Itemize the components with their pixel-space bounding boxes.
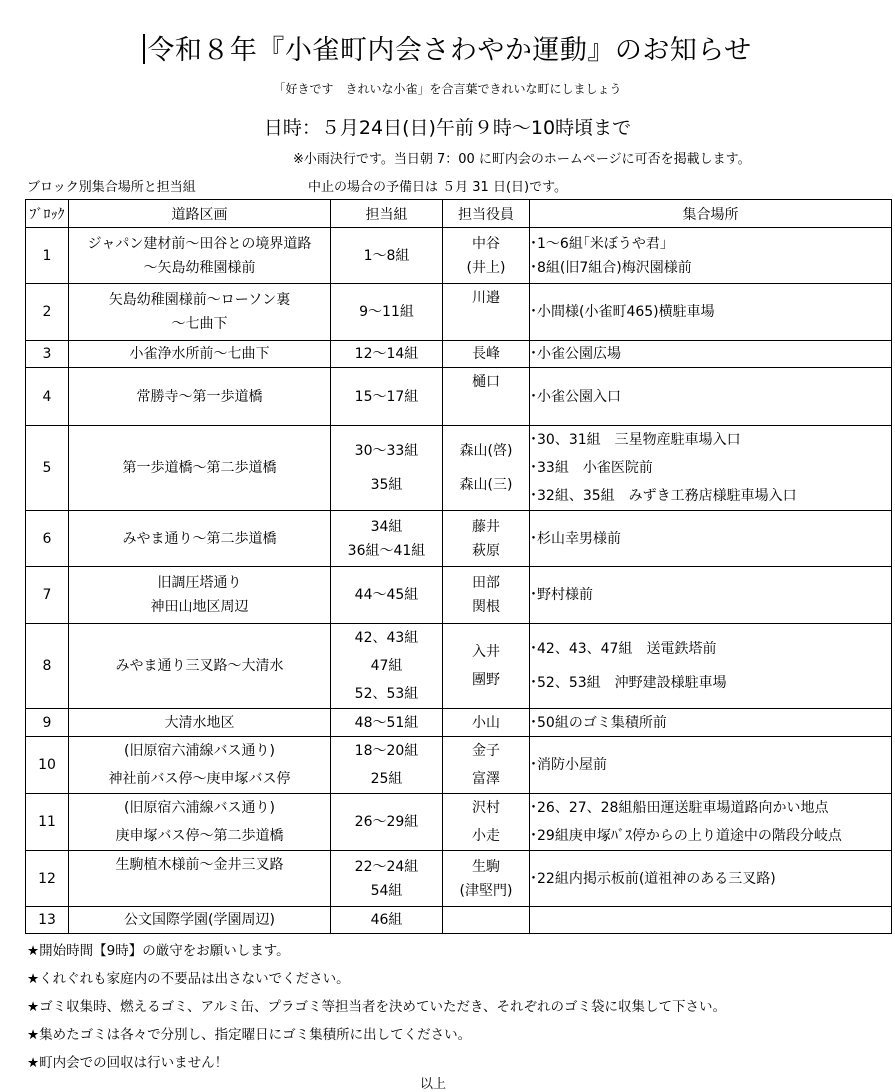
meeting-place: ･30、31組 三星物産駐車場入口 ･33組 小雀医院前 ･32組、35組 みずき工務店様駐車場入口 — [530, 426, 892, 511]
table-row — [26, 737, 892, 794]
block-number: 11 — [26, 794, 69, 851]
group-range: 30～33組 35組 — [331, 426, 443, 511]
officer: 入井 團野 — [443, 624, 530, 709]
block-number: 7 — [26, 567, 69, 624]
officer: 小山 — [443, 709, 530, 737]
table-row — [26, 567, 892, 624]
block-number: 4 — [26, 368, 69, 426]
road-section: 生駒植木様前～金井三叉路 — [69, 851, 331, 907]
meeting-place: ･小間様(小雀町465)横駐車場 — [530, 284, 892, 341]
block-number: 5 — [26, 426, 69, 511]
note-item: ★集めたゴミは各々で分別し、指定曜日にゴミ集積所に出してください。 — [27, 1027, 472, 1043]
block-number: 12 — [26, 851, 69, 907]
road-section: ジャパン建材前～田谷との境界道路 ～矢島幼稚園様前 — [69, 228, 331, 284]
table-row — [26, 907, 892, 934]
officer: 金子 富澤 — [443, 737, 530, 794]
officer: 中谷 (井上) — [443, 228, 530, 284]
group-range: 1～8組 — [331, 228, 443, 284]
meeting-place: ･1～6組｢米ぼうや君｣ ･8組(旧7組合)梅沢園様前 — [530, 228, 892, 284]
officer: 長峰 — [443, 341, 530, 368]
notes-list — [27, 937, 726, 1077]
table-row — [26, 794, 892, 851]
meeting-place: ･小雀公園広場 — [530, 341, 892, 368]
note-item: ★くれぐれも家庭内の不要品は出さないでください。 — [27, 971, 350, 987]
group-range: 46組 — [331, 907, 443, 934]
meeting-place: ･50組のゴミ集積所前 — [530, 709, 892, 737]
event-date: 日時：５月24日(日)午前９時～10時頃まで — [263, 117, 632, 139]
closing-mark: 以上 — [420, 1077, 447, 1092]
officer: 樋口 — [443, 368, 530, 426]
table-row — [26, 624, 892, 709]
block-number: 8 — [26, 624, 69, 709]
officer: 藤井 萩原 — [443, 511, 530, 567]
table-row — [26, 341, 892, 368]
group-range: 42、43組 47組 52、53組 — [331, 624, 443, 709]
group-range: 15～17組 — [331, 368, 443, 426]
meeting-place — [530, 907, 892, 934]
meeting-place: ･小雀公園入口 — [530, 368, 892, 426]
column-header-group: 担当組 — [331, 200, 443, 228]
meeting-place: ･26、27、28組船田運送駐車場道路向かい地点 ･29組庚申塚ﾊﾞｽ停からの上り道途中の階段分岐点 — [530, 794, 892, 851]
block-number: 13 — [26, 907, 69, 934]
road-section: みやま通り～第二歩道橋 — [69, 511, 331, 567]
meeting-place: ･22組内掲示板前(道祖神のある三叉路) — [530, 851, 892, 907]
officer: 森山(啓) 森山(三) — [443, 426, 530, 511]
table-header-row — [26, 200, 892, 228]
meeting-place: ･消防小屋前 — [530, 737, 892, 794]
table-row — [26, 709, 892, 737]
road-section: 旧調圧塔通り 神田山地区周辺 — [69, 567, 331, 624]
backup-date: 中止の場合の予備日は ５月 31 日(日)です。 — [308, 180, 568, 195]
table-row — [26, 284, 892, 341]
meeting-place: ･野村様前 — [530, 567, 892, 624]
group-range: 48～51組 — [331, 709, 443, 737]
column-header-block: ﾌﾞﾛｯｸ — [26, 200, 69, 228]
note-item: ★町内会での回収は行いません！ — [27, 1055, 229, 1071]
note-item: ★開始時間【9時】の厳守をお願いします。 — [27, 943, 290, 959]
table-row — [26, 228, 892, 284]
group-range: 22～24組 54組 — [331, 851, 443, 907]
table-row — [26, 426, 892, 511]
road-section: (旧原宿六浦線バス通り) 庚申塚バス停～第二歩道橋 — [69, 794, 331, 851]
officer: 生駒 (津堅門) — [443, 851, 530, 907]
group-range: 12～14組 — [331, 341, 443, 368]
block-assignment-table — [25, 199, 892, 934]
block-number: 10 — [26, 737, 69, 794]
officer: 沢村 小走 — [443, 794, 530, 851]
group-range: 34組 36組～41組 — [331, 511, 443, 567]
block-number: 1 — [26, 228, 69, 284]
road-section: 常勝寺～第一歩道橋 — [69, 368, 331, 426]
table-row — [26, 368, 892, 426]
road-section: 矢島幼稚園様前～ローソン裏 ～七曲下 — [69, 284, 331, 341]
column-header-officer: 担当役員 — [443, 200, 530, 228]
column-header-road: 道路区画 — [69, 200, 331, 228]
rain-note: ※小雨決行です。当日朝 7：00 に町内会のホームページに可否を掲載します。 — [293, 152, 751, 167]
road-section: 公文国際学園(学園周辺) — [69, 907, 331, 934]
meeting-place: ･42、43、47組 送電鉄塔前 ･52、53組 沖野建設様駐車場 — [530, 624, 892, 709]
block-number: 6 — [26, 511, 69, 567]
group-range: 9～11組 — [331, 284, 443, 341]
block-number: 3 — [26, 341, 69, 368]
officer: 川邉 — [443, 284, 530, 341]
block-number: 2 — [26, 284, 69, 341]
column-header-place: 集合場所 — [530, 200, 892, 228]
group-range: 44～45組 — [331, 567, 443, 624]
road-section: みやま通り三叉路～大清水 — [69, 624, 331, 709]
group-range: 18～20組 25組 — [331, 737, 443, 794]
note-item: ★ゴミ収集時、燃えるゴミ、アルミ缶、プラゴミ等担当者を決めていただき、それぞれのゴミ袋に収集して下さい。 — [27, 999, 726, 1015]
road-section: (旧原宿六浦線バス通り) 神社前バス停～庚申塚バス停 — [69, 737, 331, 794]
page-title: 令和８年『小雀町内会さわやか運動』のお知らせ — [0, 28, 895, 67]
road-section: 大清水地区 — [69, 709, 331, 737]
officer: 田部 関根 — [443, 567, 530, 624]
table-row — [26, 851, 892, 907]
table-row — [26, 511, 892, 567]
road-section: 小雀浄水所前～七曲下 — [69, 341, 331, 368]
officer — [443, 907, 530, 934]
block-table-label: ブロック別集合場所と担当組 — [27, 180, 196, 195]
group-range: 26～29組 — [331, 794, 443, 851]
road-section: 第一歩道橋～第二歩道橋 — [69, 426, 331, 511]
slogan: 「好きです きれいな小雀」を合言葉できれいな町にしましょう — [273, 82, 622, 96]
block-number: 9 — [26, 709, 69, 737]
meeting-place: ･杉山幸男様前 — [530, 511, 892, 567]
